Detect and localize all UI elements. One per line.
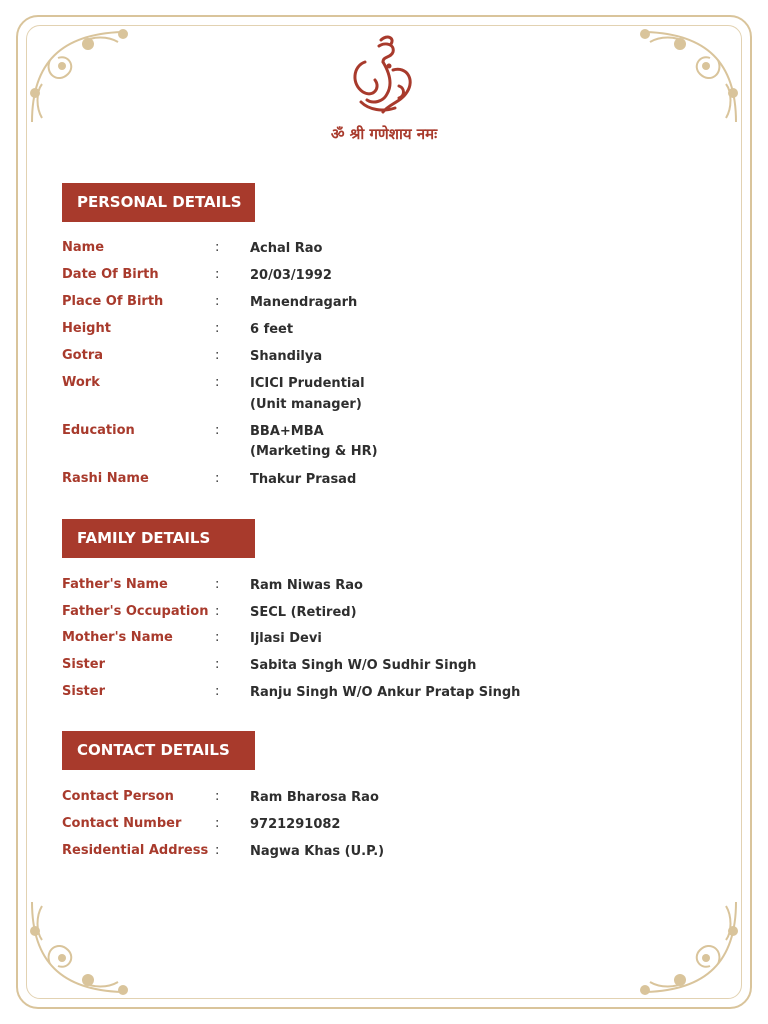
detail-label: Father's Name <box>62 577 168 592</box>
corner-ornament-icon <box>22 22 132 132</box>
detail-label: Sister <box>62 684 105 699</box>
separator: : <box>215 789 220 804</box>
detail-label: Name <box>62 240 105 255</box>
detail-value: Nagwa Khas (U.P.) <box>250 844 385 859</box>
detail-value: Ijlasi Devi <box>250 631 322 646</box>
detail-label: Place Of Birth <box>62 294 164 309</box>
detail-value: Manendragarh <box>250 295 358 310</box>
separator: : <box>215 630 220 645</box>
separator: : <box>215 577 220 592</box>
detail-value: BBA+MBA <box>250 424 324 439</box>
detail-label: Work <box>62 375 100 390</box>
detail-value: 6 feet <box>250 322 294 337</box>
detail-value: Sabita Singh W/O Sudhir Singh <box>250 658 477 673</box>
detail-label: Contact Number <box>62 816 182 831</box>
detail-value-line2: (Marketing & HR) <box>250 444 378 459</box>
detail-value: Shandilya <box>250 349 323 364</box>
separator: : <box>215 348 220 363</box>
separator: : <box>215 684 220 699</box>
corner-ornament-icon <box>636 22 746 132</box>
detail-label: Contact Person <box>62 789 174 804</box>
contact-details-header: CONTACT DETAILS <box>62 731 255 770</box>
detail-value: 20/03/1992 <box>250 268 332 283</box>
corner-ornament-icon <box>22 892 132 1002</box>
separator: : <box>215 657 220 672</box>
separator: : <box>215 843 220 858</box>
separator: : <box>215 471 220 486</box>
detail-label: Sister <box>62 657 105 672</box>
detail-label: Father's Occupation <box>62 604 209 619</box>
separator: : <box>215 816 220 831</box>
detail-value: Thakur Prasad <box>250 472 357 487</box>
ganesha-icon <box>343 32 425 118</box>
personal-details-header: PERSONAL DETAILS <box>62 183 255 222</box>
mantra-text: ॐ श्री गणेशाय नमः <box>330 125 438 143</box>
detail-value: ICICI Prudential <box>250 376 365 391</box>
separator: : <box>215 294 220 309</box>
corner-ornament-icon <box>636 892 746 1002</box>
detail-value: Ram Bharosa Rao <box>250 790 379 805</box>
detail-label: Gotra <box>62 348 103 363</box>
separator: : <box>215 423 220 438</box>
separator: : <box>215 604 220 619</box>
family-details-header: FAMILY DETAILS <box>62 519 255 558</box>
separator: : <box>215 321 220 336</box>
separator: : <box>215 240 220 255</box>
detail-label: Education <box>62 423 135 438</box>
separator: : <box>215 267 220 282</box>
detail-value: SECL (Retired) <box>250 605 357 620</box>
detail-value-line2: (Unit manager) <box>250 397 362 412</box>
detail-value: 9721291082 <box>250 817 341 832</box>
detail-value: Ram Niwas Rao <box>250 578 363 593</box>
separator: : <box>215 375 220 390</box>
detail-label: Date Of Birth <box>62 267 159 282</box>
detail-label: Height <box>62 321 111 336</box>
detail-label: Rashi Name <box>62 471 149 486</box>
detail-value: Achal Rao <box>250 241 323 256</box>
detail-label: Mother's Name <box>62 630 173 645</box>
detail-label: Residential Address <box>62 843 209 858</box>
detail-value: Ranju Singh W/O Ankur Pratap Singh <box>250 685 521 700</box>
